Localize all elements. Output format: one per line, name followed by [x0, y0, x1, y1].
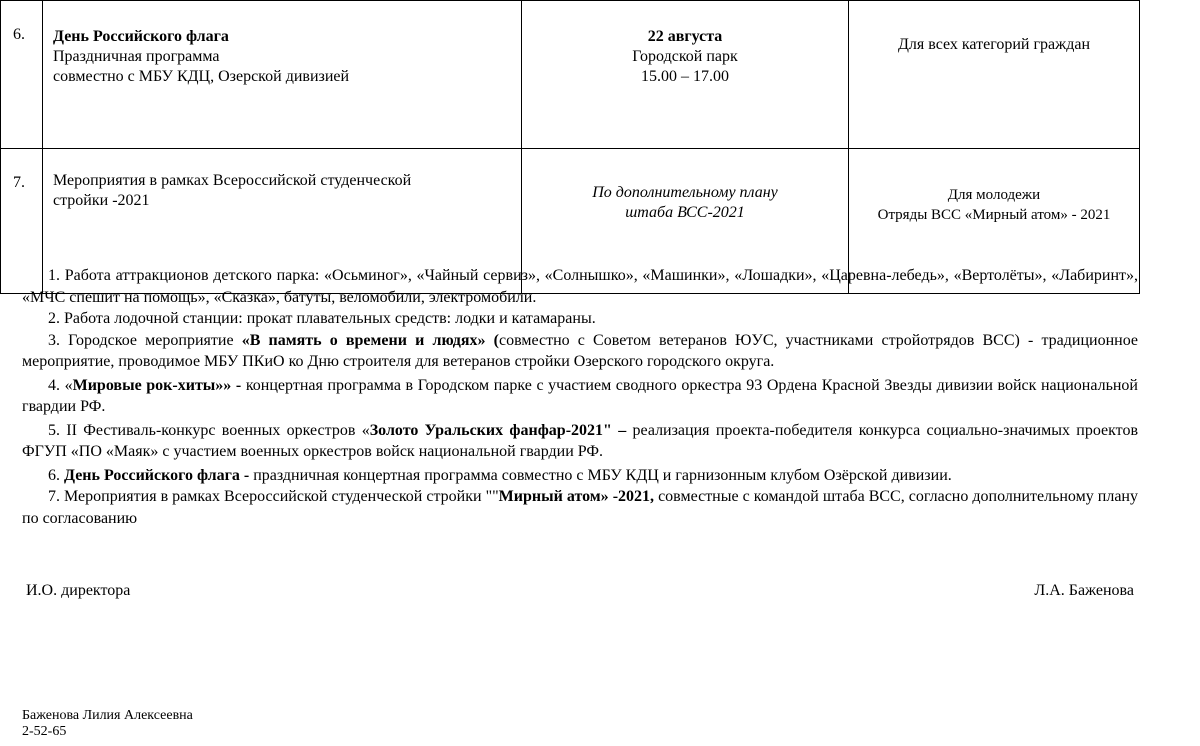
note-text: 3. Городское мероприятие: [48, 331, 242, 349]
event-place: Городской парк: [632, 48, 738, 65]
note-text-bold: Золото Уральских фанфар-2021" –: [369, 421, 627, 439]
row-number: 6.: [1, 1, 43, 149]
note-text: 2. Работа лодочной станции: прокат плавательных средств: лодки и катамараны.: [48, 310, 596, 327]
event-description: [43, 1, 522, 149]
footer-author: Баженова Лилия Алексеевна: [22, 708, 193, 723]
note-item: [22, 486, 1138, 529]
event-date-place: [522, 1, 849, 149]
note-text-bold: «В память о времени и людях» (: [241, 331, 499, 349]
note-text: концертная программа в Городском парке с участием сводного оркестра 93 Ордена Красной Звезды дивизии войск национальной гвардии РФ.: [22, 376, 1138, 415]
event-desc-line: Праздничная программа: [53, 48, 220, 65]
event-desc-line: совместно с МБУ КДЦ, Озерской дивизией: [53, 68, 350, 85]
note-text: реализация проекта-победителя конкурса социально-значимых проектов ФГУП «ПО «Маяк» с участием военных оркестров войск национальной гвардии РФ.: [22, 421, 1139, 460]
signature-role: И.О. директора: [26, 582, 131, 599]
event-date: 22 августа: [647, 28, 723, 45]
row-number: 7.: [1, 149, 43, 294]
note-text-bold: День Российского флага -: [64, 466, 250, 484]
event-when-line: штаба ВСС-2021: [625, 204, 745, 221]
event-desc-line: стройки -2021: [53, 192, 150, 209]
note-text: 5. II Фестиваль-конкурс военных оркестров «: [48, 421, 370, 439]
note-item: [22, 330, 1138, 373]
note-item: [22, 465, 1138, 487]
note-text-bold: Мирный атом» -2021,: [498, 488, 655, 505]
document-footer: [22, 708, 193, 740]
event-audience: Для всех категорий граждан: [849, 1, 1140, 149]
note-text: совместно с Советом ветеранов ЮУС, участниками стройотрядов ВСС) - традиционное мероприятие, проводимое МБУ ПКиО ко Дню строителя для ветеранов стройки Озерского городского округа.: [22, 331, 1139, 370]
event-audience-line: Для молодежи: [947, 187, 1041, 203]
events-table: [0, 0, 1140, 294]
note-text-bold: Мировые рок-хиты»» -: [72, 376, 242, 394]
note-item: [22, 375, 1138, 418]
note-item: [22, 420, 1138, 463]
event-time: 15.00 – 17.00: [641, 68, 729, 85]
signature-name: Л.А. Баженова: [1034, 582, 1134, 599]
note-text: 1. Работа аттракционов детского парка: «Осьминог», «Чайный сервиз», «Солнышко», «Машинки», «Лошадки», «Царевна-лебедь», «Вертолёты», «Лабиринт», «МЧС спешит на помощь», «Сказка», батуты, веломобили, электромобили.: [22, 267, 1138, 306]
note-text: совместные с командой штаба ВСС, согласно дополнительному плану по согласованию: [22, 488, 1138, 527]
table-row: [1, 1, 1140, 149]
event-title: День Российского флага: [53, 28, 229, 45]
event-desc-line: Мероприятия в рамках Всероссийской студенческой: [53, 172, 412, 189]
note-text: 4. «: [48, 376, 73, 394]
notes-list: [22, 265, 1138, 529]
note-item: [22, 265, 1138, 308]
note-item: [22, 308, 1138, 330]
event-audience-line: Отряды ВСС «Мирный атом» - 2021: [877, 207, 1111, 223]
note-text: 7. Мероприятия в рамках Всероссийской студенческой стройки "": [48, 488, 499, 505]
note-text: праздничная концертная программа совместно с МБУ КДЦ и гарнизонным клубом Озёрской дивизии.: [249, 466, 952, 484]
note-text: 6.: [48, 466, 64, 484]
footer-phone: 2-52-65: [22, 724, 67, 739]
event-when-line: По дополнительному плану: [592, 184, 778, 201]
